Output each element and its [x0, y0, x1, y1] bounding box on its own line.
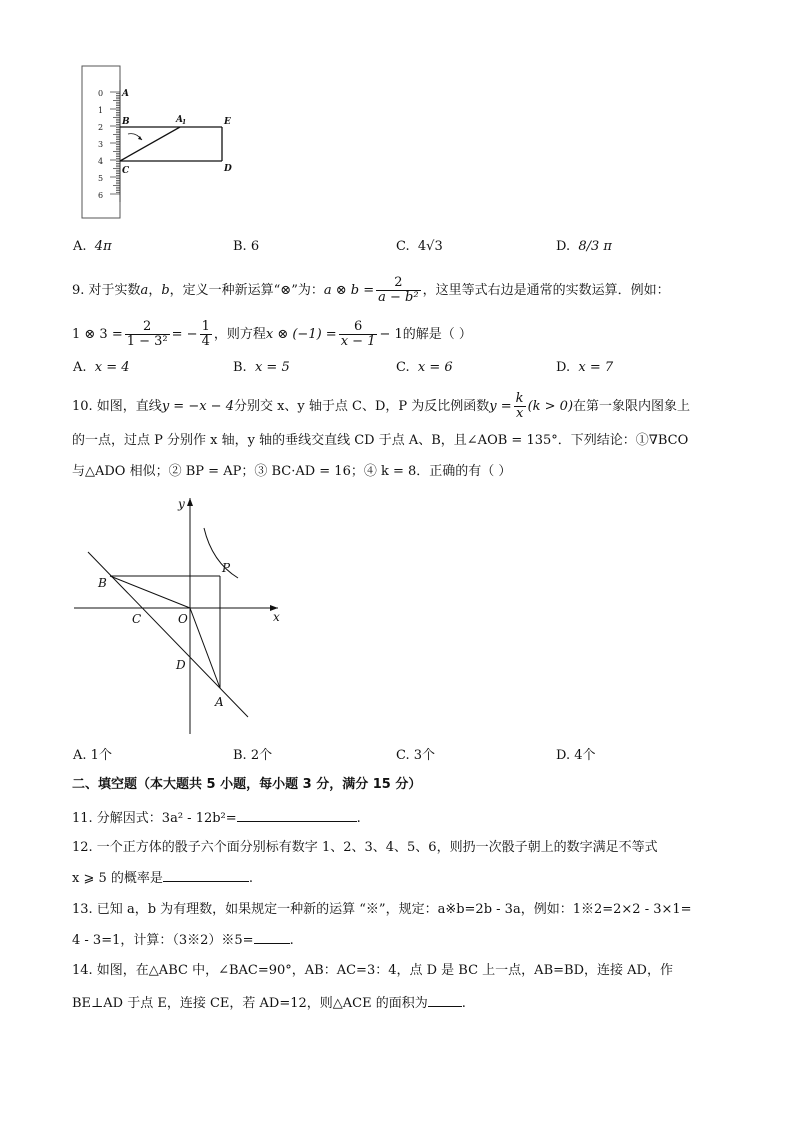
section-heading-fill-in: 二、填空题（本大题共 5 小题，每小题 3 分，满分 15 分）: [72, 777, 422, 792]
label-c: C: [122, 166, 130, 176]
q10-line-3: 与△ADO 相似；② BP = AP；③ BC·AD = 16；④ k = 8．正确的有（ ）: [72, 464, 512, 479]
q11-text: 11. 分解因式：3a² - 12b²=: [72, 811, 237, 826]
q9-sep: ，: [148, 283, 162, 298]
option-value: x = 4: [94, 360, 130, 375]
option-value: 6: [250, 239, 260, 254]
q10-text: 在第一象限内图象上: [573, 399, 691, 414]
label-e: E: [224, 117, 231, 127]
option-value: 4√3: [417, 239, 443, 254]
tick-6: 6: [98, 191, 104, 200]
q10-line-equation: y = −x − 4: [161, 399, 234, 414]
option-letter: A.: [73, 360, 87, 375]
option-letter: C.: [396, 360, 410, 375]
numerator: 6: [339, 320, 378, 335]
q9-example-eq: = −: [171, 327, 198, 342]
label-a1: A: [176, 115, 183, 125]
q10-text: 10. 如图，直线: [72, 399, 162, 414]
option-letter: C.: [396, 748, 410, 763]
denominator: a − b²: [378, 290, 419, 305]
tick-0: 0: [98, 89, 104, 98]
denominator: x: [515, 406, 524, 421]
option-letter: A.: [73, 748, 87, 763]
q9-text: 9. 对于实数: [72, 283, 141, 298]
q12-end: .: [248, 871, 254, 886]
q9-equation-fraction: [339, 320, 378, 349]
q14-text: BE⊥AD 于点 E，连接 CE，若 AD=12，则△ACE 的面积为: [72, 996, 428, 1011]
q8-option-b: [233, 239, 259, 254]
q9-example-lhs: 1 ⊗ 3 =: [72, 327, 123, 342]
label-d: D: [176, 658, 186, 672]
q10-line-1: [72, 392, 690, 421]
tick-3: 3: [98, 140, 104, 149]
q12-text: x ⩾ 5 的概率是: [72, 871, 163, 886]
q9-equation-lhs: x ⊗ (−1) =: [265, 327, 337, 342]
q14-line-1: 14. 如图，在△ABC 中，∠BAC=90°，AB：AC=3：4，点 D 是 BC 上一点，AB=BD，连接 AD，作: [72, 963, 673, 978]
ruler-figure: [76, 62, 246, 222]
q10-function-lhs: y =: [489, 399, 512, 414]
q9-text: 的解是（ ）: [402, 327, 472, 342]
var-a: a: [140, 283, 149, 298]
q12-answer-blank[interactable]: [163, 869, 249, 882]
tick-5: 5: [98, 174, 104, 183]
label-a: A: [122, 89, 129, 99]
q10-option-c: [396, 744, 435, 763]
option-letter: D.: [556, 748, 571, 763]
option-letter: D.: [556, 360, 571, 375]
q13-end: .: [289, 933, 294, 948]
q9-option-c: [396, 360, 453, 375]
q8-option-a: [73, 239, 112, 254]
option-value: 1个: [90, 748, 112, 763]
q11-end: .: [356, 811, 361, 826]
option-letter: B.: [233, 239, 247, 254]
numerator: 2: [125, 320, 170, 335]
q9-equation-tail: − 1: [379, 327, 403, 342]
q14-answer-blank[interactable]: [428, 994, 462, 1007]
q13-line-1: 13. 已知 a，b 为有理数，如果规定一种新的运算 “※”，规定：a※b=2b - 3a，例如：1※2=2×2 - 3×1=: [72, 902, 692, 917]
label-a1-sub: 1: [182, 119, 187, 126]
label-b: B: [122, 117, 130, 127]
q14-line-2: [72, 994, 466, 1013]
hyperbola-curve: [204, 528, 238, 578]
q11-line: [72, 809, 361, 828]
q9-text: ，则方程: [213, 327, 266, 342]
option-value: x = 5: [254, 360, 290, 375]
q8-option-d: [556, 239, 612, 254]
q13-line-2: [72, 931, 294, 950]
q9-def-lhs: a ⊗ b =: [323, 283, 375, 298]
var-b: b: [161, 283, 170, 298]
label-x: x: [273, 610, 280, 624]
q10-function-fraction: [514, 392, 526, 421]
segment-c-a1: [120, 127, 180, 161]
label-o: O: [178, 612, 188, 626]
label-p: P: [222, 561, 231, 575]
q9-option-d: [556, 360, 613, 375]
tick-4: 4: [98, 157, 104, 166]
numerator: 1: [201, 319, 210, 334]
option-letter: D.: [556, 239, 571, 254]
q10-line-2: 的一点，过点 P 分别作 x 轴，y 轴的垂线交直线 CD 于点 A、B，且∠AOB = 135°．下列结论：①∇BCO: [72, 433, 689, 448]
option-letter: A.: [73, 239, 87, 254]
q13-answer-blank[interactable]: [254, 931, 290, 944]
tick-2: 2: [98, 123, 104, 132]
q9-option-a: [73, 360, 130, 375]
y-axis-arrow-icon: [187, 498, 193, 506]
segment-o-a: [190, 608, 220, 688]
q9-example-result: [200, 320, 212, 349]
q9-line-2: [72, 320, 472, 349]
q10-text: 分别交 x、y 轴于点 C、D，P 为反比例函数: [233, 399, 490, 414]
label-b: B: [98, 576, 107, 590]
q12-line-1: 12. 一个正方体的骰子六个面分别标有数字 1、2、3、4、5、6，则扔一次骰子朝上的数字满足不等式: [72, 840, 658, 855]
denominator: 4: [201, 334, 210, 349]
q10-option-d: [556, 744, 596, 763]
q9-text: ，这里等式右边是通常的实数运算．例如：: [422, 283, 670, 298]
numerator: 2: [376, 276, 420, 291]
q8-option-c: [396, 239, 443, 254]
q9-example-fraction: [125, 320, 170, 349]
q9-def-fraction: [376, 276, 420, 305]
option-value: x = 6: [417, 360, 453, 375]
denominator: 1 − 3²: [126, 334, 168, 349]
label-d: D: [224, 164, 232, 174]
option-letter: C.: [396, 239, 410, 254]
label-y: y: [178, 497, 185, 511]
option-letter: B.: [233, 748, 247, 763]
option-value: 2个: [250, 748, 273, 763]
label-a: A: [215, 695, 224, 709]
q9-option-b: [233, 360, 290, 375]
q11-answer-blank[interactable]: [237, 809, 357, 822]
label-c: C: [132, 612, 142, 626]
option-value: 4个: [574, 748, 596, 763]
option-value: 8/3 π: [578, 239, 612, 254]
option-value: x = 7: [578, 360, 614, 375]
q9-line-1: [72, 276, 670, 305]
q12-line-2: [72, 869, 253, 888]
q10-condition: (k > 0): [527, 399, 574, 414]
tick-1: 1: [98, 106, 104, 115]
denominator: x − 1: [340, 334, 376, 349]
q14-end: .: [461, 996, 466, 1011]
option-letter: B.: [233, 360, 247, 375]
option-value: 3个: [413, 748, 436, 763]
q13-text: 4 - 3=1，计算：（3※2）※5=: [72, 933, 254, 948]
numerator: k: [515, 391, 524, 406]
q10-option-a: [73, 744, 112, 763]
q10-option-b: [233, 744, 272, 763]
segment-b-o: [110, 576, 190, 608]
q9-text: ，定义一种新运算“⊗”为：: [169, 283, 324, 298]
option-value: 4π: [94, 239, 112, 254]
coordinate-figure: [70, 492, 290, 737]
